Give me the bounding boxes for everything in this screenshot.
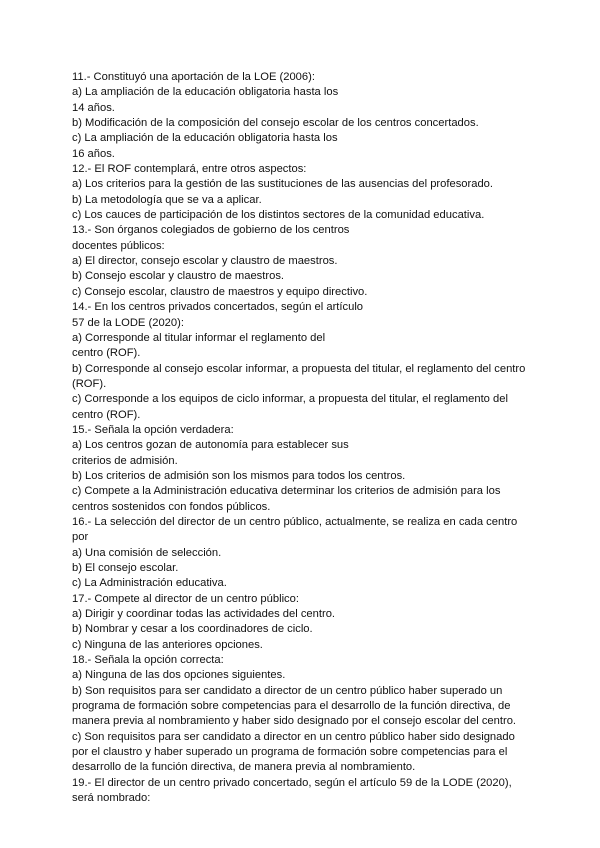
text-line: c) Ninguna de las anteriores opciones.	[72, 638, 263, 651]
text-line: criterios de admisión.	[72, 454, 178, 467]
text-line: por	[72, 531, 89, 544]
text-line: c) Son requisitos para ser candidato a director en un centro público haber sido designado	[72, 730, 515, 743]
text-line: 14 años.	[72, 101, 115, 114]
text-line: desarrollo de la función directiva, de manera previa al nombramiento.	[72, 761, 416, 774]
text-line: b) Consejo escolar y claustro de maestros.	[72, 270, 285, 283]
text-line: 12.- El ROF contemplará, entre otros aspectos:	[72, 163, 307, 176]
text-line: c) Los cauces de participación de los distintos sectores de la comunidad educativa.	[72, 209, 485, 222]
text-line: a) Dirigir y coordinar todas las actividades del centro.	[72, 608, 336, 621]
text-line: b) Los criterios de admisión son los mismos para todos los centros.	[72, 469, 406, 482]
text-line: a) La ampliación de la educación obligatoria hasta los	[72, 86, 339, 99]
text-line: 57 de la LODE (2020):	[72, 316, 184, 329]
text-line: manera previa al nombramiento y haber sido designado por el consejo escolar del centro.	[72, 715, 517, 728]
text-line: c) La Administración educativa.	[72, 577, 227, 590]
text-line: a) El director, consejo escolar y claustro de maestros.	[72, 255, 338, 268]
text-line: 13.- Son órganos colegiados de gobierno de los centros	[72, 224, 350, 237]
text-line: 16 años.	[72, 147, 115, 160]
text-line: a) Los criterios para la gestión de las sustituciones de las ausencias del profesorado.	[72, 178, 494, 191]
text-line: b) Son requisitos para ser candidato a director de un centro público haber superado un	[72, 684, 503, 697]
document-text	[72, 70, 532, 807]
text-line: b) La metodología que se va a aplicar.	[72, 193, 262, 206]
text-line: b) Modificación de la composición del consejo escolar de los centros concertados.	[72, 117, 479, 130]
text-line: a) Una comisión de selección.	[72, 546, 222, 559]
text-line: programa de formación sobre competencias para el desarrollo de la función directiva, de	[72, 700, 511, 713]
text-line: c) Corresponde a los equipos de ciclo informar, a propuesta del titular, el reglamento del	[72, 393, 508, 406]
text-line: b) Corresponde al consejo escolar informar, a propuesta del titular, el reglamento del centro	[72, 362, 526, 375]
text-line: a) Ninguna de las dos opciones siguientes.	[72, 669, 286, 682]
text-line: b) Nombrar y cesar a los coordinadores de ciclo.	[72, 623, 313, 636]
text-line: a) Corresponde al titular informar el reglamento del	[72, 331, 326, 344]
text-line: 16.- La selección del director de un centro público, actualmente, se realiza en cada centro	[72, 515, 518, 528]
text-line: c) La ampliación de la educación obligatoria hasta los	[72, 132, 338, 145]
text-line: a) Los centros gozan de autonomía para establecer sus	[72, 439, 349, 452]
text-line: 19.- El director de un centro privado concertado, según el artículo 59 de la LODE (2020),	[72, 776, 512, 789]
text-line: b) El consejo escolar.	[72, 562, 179, 574]
text-line: c) Consejo escolar, claustro de maestros y equipo directivo.	[72, 285, 368, 298]
text-line: centro (ROF).	[72, 408, 141, 421]
text-line: 18.- Señala la opción correcta:	[72, 654, 224, 667]
text-line: por el claustro y haber superado un programa de formación sobre competencias para el	[72, 746, 508, 759]
text-line: centros sostenidos con fondos públicos.	[72, 500, 271, 513]
text-line: centro (ROF).	[72, 347, 141, 360]
text-line: 17.- Compete al director de un centro público:	[72, 592, 299, 605]
text-line: será nombrado:	[72, 792, 151, 805]
text-line: docentes públicos:	[72, 239, 165, 252]
text-line: 11.- Constituyó una aportación de la LOE (2006):	[72, 71, 315, 83]
text-line: (ROF).	[72, 377, 107, 390]
text-line: 14.- En los centros privados concertados, según el artículo	[72, 301, 364, 314]
text-line: 15.- Señala la opción verdadera:	[72, 423, 234, 436]
text-line: c) Compete a la Administración educativa determinar los criterios de admisión para los	[72, 485, 501, 498]
